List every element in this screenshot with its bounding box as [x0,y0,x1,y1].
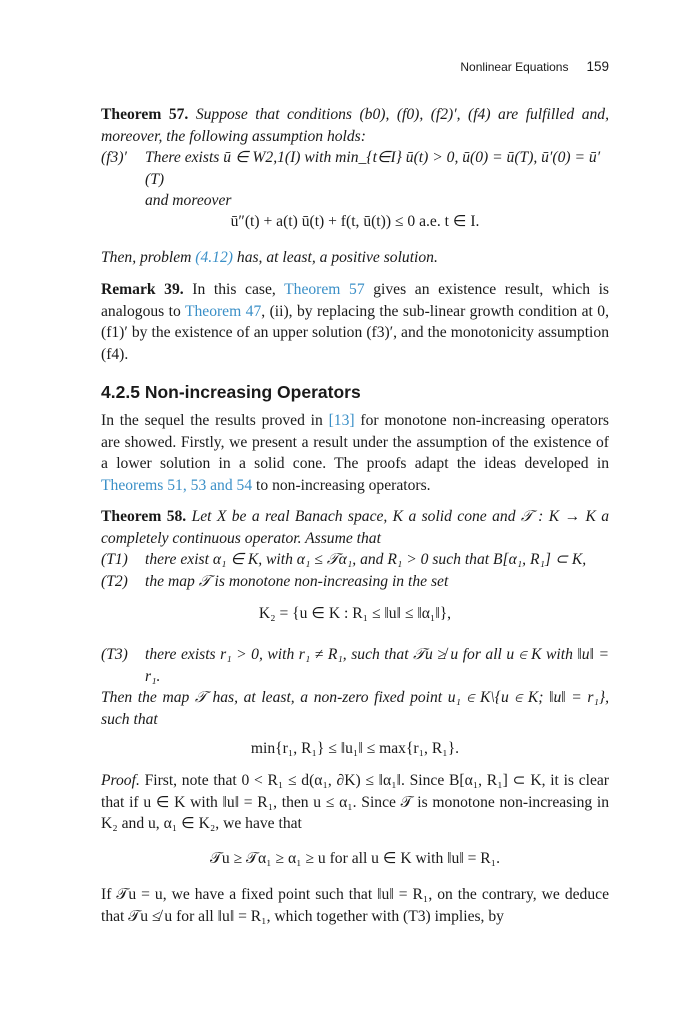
theorem-57-conclusion: Then, problem (4.12) has, at least, a positive solution. [101,249,438,266]
theorem-58-conclusion: Then the map 𝒯 has, at least, a non-zero fixed point u₁ ∈ K\{u ∈ K; ‖u‖ = r₁}, such that [101,689,609,728]
page-number: 159 [586,59,609,74]
proof [101,770,609,835]
running-header [460,56,609,79]
condition-f3-label: (f3)′ [101,149,127,166]
running-title: Nonlinear Equations [460,60,569,74]
proof-continuation [101,884,609,927]
section-title: Non-increasing Operators [144,382,361,402]
theorem-57-equation: ū″(t) + a(t) ū(t) + f(t, ū(t)) ≤ 0 a.e. t ∈ I. [230,213,480,230]
theorem-57 [101,104,609,212]
condition-T3-label: (T3) [101,646,128,663]
reference-13-link[interactable]: [13] [328,412,355,429]
proof-text-2: If 𝒯u = u, we have a fixed point such that ‖u‖ = R₁, on the contrary, we deduce that 𝒯u ≰ u for all ‖u‖ = R₁, which together with (T3) implies, by [101,886,609,925]
section-heading [101,382,609,404]
equation-ref-4-12[interactable]: (4.12) [195,249,233,266]
theorem-58-bounds-equation: min{r₁, R₁} ≤ ‖u₁‖ ≤ max{r₁, R₁}. [250,740,460,757]
proof-label: Proof. [101,772,140,789]
theorem-58 [101,506,609,592]
remark-39-label: Remark 39. [101,281,184,298]
condition-T1-label: (T1) [101,551,128,568]
proof-equation: 𝒯u ≥ 𝒯α₁ ≥ α₁ ≥ u for all u ∈ K with ‖u‖ = R₁. [209,850,501,867]
condition-T3 [101,644,609,730]
theorem-58-intro: Let X be a real Banach space, K a solid cone and 𝒯 : K → K a completely continuous operator. Assume that [101,508,610,547]
theorem-57-link[interactable]: Theorem 57 [284,281,365,298]
theorem-47-link[interactable]: Theorem 47 [184,302,262,320]
condition-T2-label: (T2) [101,572,128,590]
remark-39: Remark 39. In this case, Theorem 57 gives an existence result, which is analogous to Theorem 47, (ii), by replacing the sub-linear growth condition at 0, (f1)′ by the existence of an upper solution (f3)′, and the monotonicity assumption (f4). [101,281,610,363]
condition-T2-text: the map 𝒯 is monotone non-increasing in the set [145,572,449,590]
condition-f3-more: and moreover [145,192,232,209]
section-intro: In the sequel the results proved in [13] for monotone non-increasing operators are showed. Firstly, we present a result under the assumption of the existence of a lower solution in a solid cone. The proofs adapt the ideas developed in Theorems 51, 53 and 54 to non-increasing operators. [101,412,609,494]
theorems-51-53-54-link[interactable]: Theorems 51, 53 and 54 [101,476,253,494]
K2-equation: K₂ = {u ∈ K : R₁ ≤ ‖u‖ ≤ ‖α₁‖}, [258,605,452,622]
section-number: 4.2.5 [101,382,140,402]
proof-text-1: First, note that 0 < R₁ ≤ d(α₁, ∂K) ≤ ‖α₁‖. Since B[α₁, R₁] ⊂ K, it is clear that if u ∈ K with ‖u‖ = R₁, then u ≤ α₁. Since 𝒯 is monotone non-increasing in K₂ and u, α₁ ∈ K₂, we have that [101,772,609,832]
theorem-57-label: Theorem 57. [101,106,189,123]
condition-T1-text: there exist α₁ ∈ K, with α₁ ≤ 𝒯α₁, and R₁ > 0 such that B[α₁, R₁] ⊂ K, [145,551,587,568]
condition-T3-text: there exists r₁ > 0, with r₁ ≠ R₁, such that 𝒯u ≱ u for all u ∈ K with ‖u‖ = r₁. [145,646,609,685]
theorem-57-intro: Suppose that conditions (b0), (f0), (f2)′, (f4) are fulfilled and, moreover, the following assumption holds: [101,106,609,145]
condition-f3-text: There exists ū ∈ W2,1(I) with min_{t∈I} ū(t) > 0, ū(0) = ū(T), ū′(0) = ū′(T) [145,149,601,188]
theorem-58-label: Theorem 58. [101,508,187,525]
